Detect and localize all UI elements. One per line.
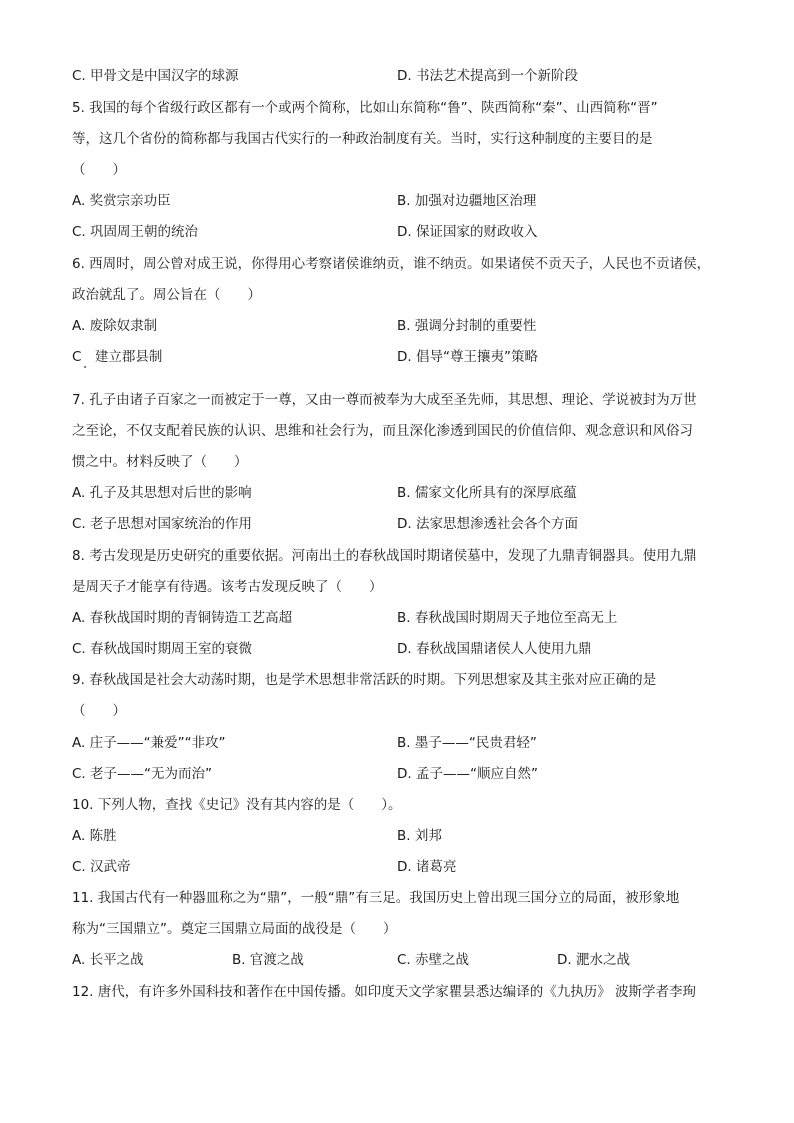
option-d[interactable]: D. 孟子——“顺应自然”	[397, 766, 538, 782]
option-d[interactable]: D. 诸葛亮	[397, 859, 457, 875]
question-11-stem-line-1: 11. 我国古代有一种器皿称之为“鼎”，一般“鼎”有三足。我国历史上曾出现三国分立的局面，被形象地	[72, 890, 680, 906]
question-4-options-cd	[72, 66, 732, 86]
option-c[interactable]: C. 老子——“无为而治”	[72, 766, 212, 782]
question-5-options-cd	[72, 222, 732, 242]
option-b[interactable]: B. 刘邦	[397, 828, 442, 844]
question-5-answer-blank: （ ）	[72, 162, 126, 178]
option-b[interactable]: B. 墨子——“民贵君轻”	[397, 735, 537, 751]
option-a[interactable]: A. 庄子——“兼爱”“非攻”	[72, 735, 226, 751]
question-8-stem-line-1: 8. 考古发现是历史研究的重要依据。河南出土的春秋战国时期诸侯墓中，发现了九鼎青铜器具。使用九鼎	[72, 548, 697, 564]
option-c[interactable]: C. 甲骨文是中国汉字的球源	[72, 68, 239, 84]
option-a[interactable]: A. 春秋战国时期的青铜铸造工艺高超	[72, 610, 293, 626]
question-9-options-ab	[72, 733, 732, 753]
question-10-options-ab	[72, 826, 732, 846]
option-c[interactable]: C. 春秋战国时期周王室的衰微	[72, 641, 253, 657]
stray-mark	[84, 366, 86, 368]
option-a[interactable]: A. 陈胜	[72, 828, 117, 844]
option-b[interactable]: B. 儒家文化所具有的深厚底蕴	[397, 485, 577, 501]
question-6-stem-line-1: 6. 西周时，周公曾对成王说，你得用心考察诸侯谁纳贡，谁不纳贡。如果诸侯不贡天子，人民也不贡诸侯，	[72, 256, 711, 272]
option-b[interactable]: B. 强调分封制的重要性	[397, 318, 537, 334]
option-c[interactable]: C. 老子思想对国家统治的作用	[72, 516, 253, 532]
question-9-options-cd	[72, 764, 732, 784]
question-8-stem-line-2: 是周天子才能享有待遇。该考古发现反映了（ ）	[72, 579, 383, 595]
option-a[interactable]: A. 孔子及其思想对后世的影响	[72, 485, 252, 501]
option-d[interactable]: D. 书法艺术提高到一个新阶段	[397, 68, 578, 84]
option-c[interactable]: C. 巩固周王朝的统治	[72, 224, 199, 240]
option-c[interactable]: C. 汉武帝	[72, 859, 131, 875]
question-10-options-cd	[72, 857, 732, 877]
question-6-stem-line-2: 政治就乱了。周公旨在（ ）	[72, 287, 261, 303]
question-6-options-cd	[72, 347, 732, 367]
option-b[interactable]: B. 加强对边疆地区治理	[397, 193, 537, 209]
question-10-stem: 10. 下列人物，查找《史记》没有其内容的是（ ）。	[72, 797, 402, 813]
question-11-stem-line-2: 称为“三国鼎立”。奠定三国鼎立局面的战役是（ ）	[72, 921, 397, 937]
question-9-answer-blank: （ ）	[72, 703, 126, 719]
question-5-stem-line-2: 等，这几个省份的简称都与我国古代实行的一种政治制度有关。当时，实行这种制度的主要目的是	[72, 131, 653, 147]
option-b[interactable]: B. 官渡之战	[232, 952, 304, 968]
question-7-options-cd	[72, 514, 732, 534]
question-5-options-ab	[72, 191, 732, 211]
option-a[interactable]: A. 长平之战	[72, 952, 144, 968]
option-d[interactable]: D. 春秋战国鼎诸侯人人使用九鼎	[397, 641, 592, 657]
option-d[interactable]: D. 倡导“尊王攘夷”策略	[397, 349, 538, 365]
question-7-stem-line-1: 7. 孔子由诸子百家之一而被定于一尊，又由一尊而被奉为大成至圣先师，其思想、理论、学说被封为万世	[72, 392, 697, 408]
question-6-options-ab	[72, 316, 732, 336]
option-d[interactable]: D. 淝水之战	[557, 952, 630, 968]
option-d[interactable]: D. 保证国家的财政收入	[397, 224, 538, 240]
option-c[interactable]: C 建立郡县制	[72, 349, 163, 365]
option-a[interactable]: A. 废除奴隶制	[72, 318, 158, 334]
question-7-options-ab	[72, 483, 732, 503]
question-5-stem-line-1: 5. 我国的每个省级行政区都有一个或两个简称，比如山东简称“鲁”、陕西简称“秦”、山西简称“晋”	[72, 100, 658, 116]
option-a[interactable]: A. 奖赏宗亲功臣	[72, 193, 171, 209]
question-11-options	[72, 950, 732, 970]
question-9-stem-line-1: 9. 春秋战国是社会大动荡时期，也是学术思想非常活跃的时期。下列思想家及其主张对应正确的是	[72, 672, 657, 688]
question-12-stem-line-1: 12. 唐代，有许多外国科技和著作在中国传播。如印度天文学家瞿昙悉达编译的《九执历》 波斯学者李珣	[72, 984, 697, 1000]
question-8-options-ab	[72, 608, 732, 628]
option-d[interactable]: D. 法家思想渗透社会各个方面	[397, 516, 578, 532]
question-7-stem-line-2: 之至论，不仅支配着民族的认识、思维和社会行为，而且深化渗透到国民的价值信仰、观念意识和风俗习	[72, 423, 693, 439]
question-7-stem-line-3: 惯之中。材料反映了（ ）	[72, 454, 248, 470]
question-8-options-cd	[72, 639, 732, 659]
option-b[interactable]: B. 春秋战国时期周天子地位至高无上	[397, 610, 618, 626]
option-c[interactable]: C. 赤壁之战	[397, 952, 470, 968]
